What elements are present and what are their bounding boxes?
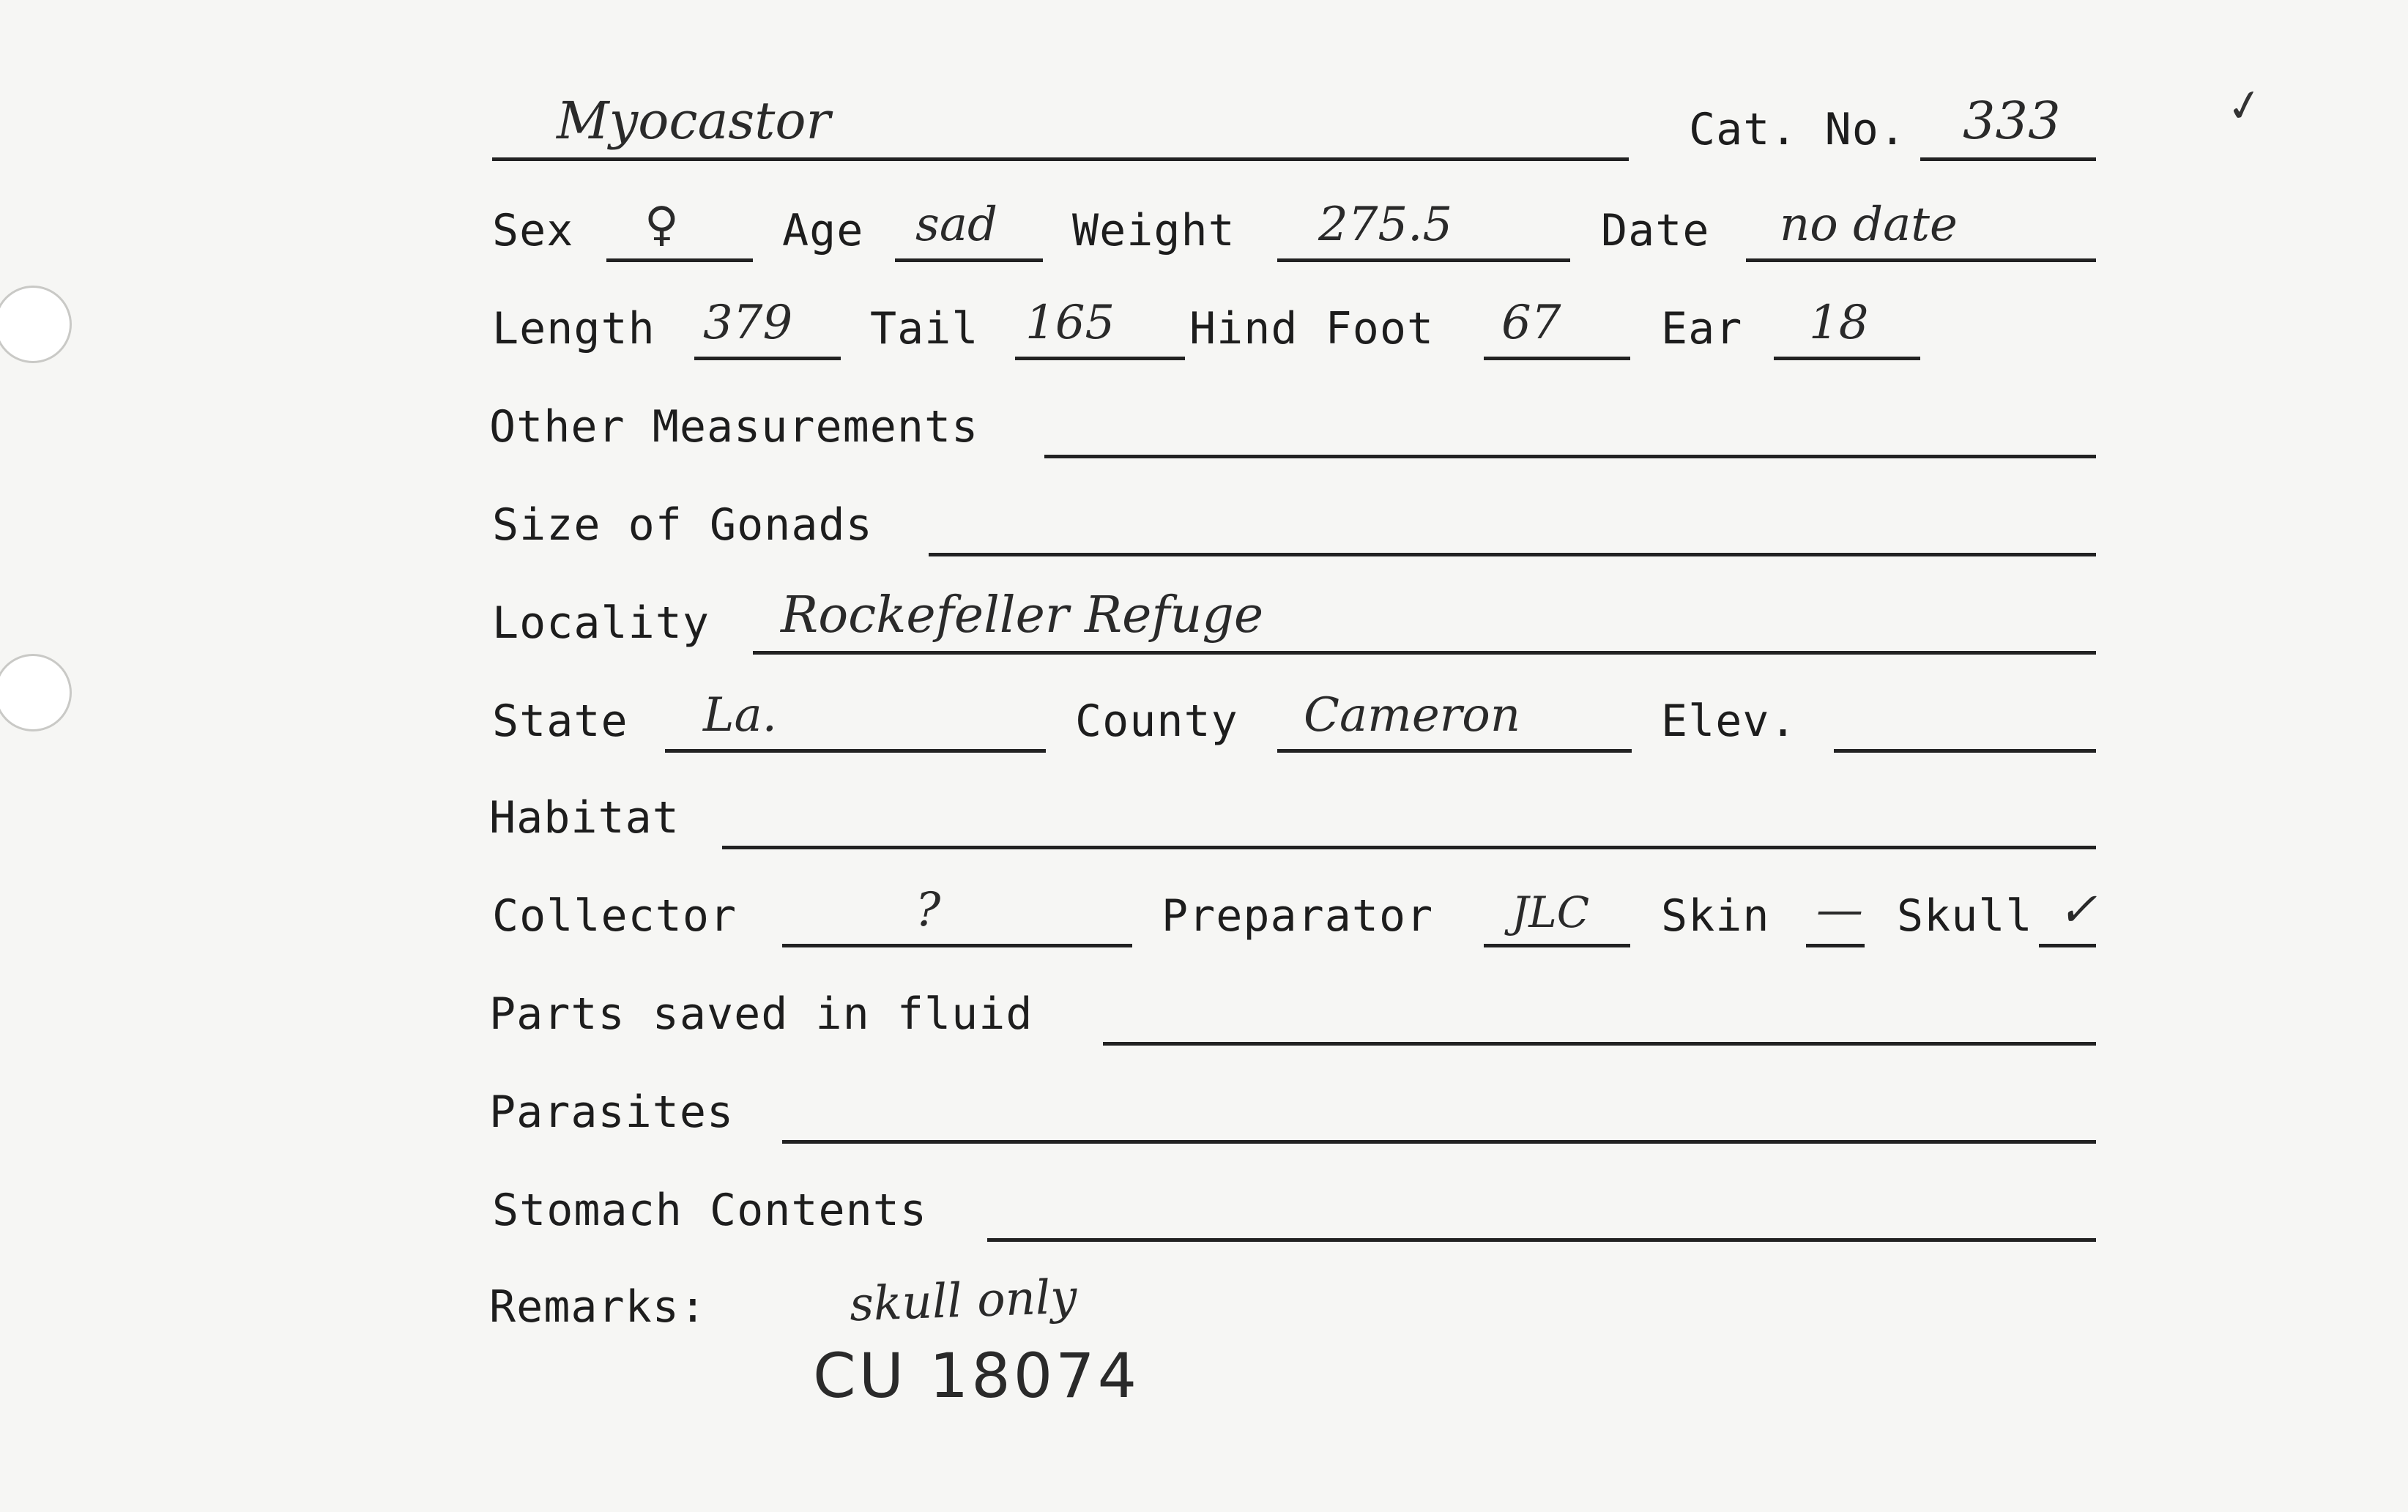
- species-line: [492, 157, 1629, 161]
- date-value: no date: [1780, 198, 1958, 252]
- stomach-contents-line: [987, 1238, 2096, 1242]
- size-of-gonads-label: Size of Gonads: [492, 499, 873, 551]
- row-parts-in-fluid: [0, 965, 2408, 1053]
- county-line: [1277, 749, 1632, 753]
- skull-line: [2039, 944, 2096, 947]
- skull-label: Skull: [1897, 890, 2033, 942]
- row-sex-age-weight-date: [0, 182, 2408, 269]
- county-value: Cameron: [1304, 688, 1521, 742]
- locality-label: Locality: [492, 597, 710, 649]
- length-line: [694, 357, 841, 360]
- age-value: sad: [915, 198, 997, 252]
- date-line: [1746, 258, 2096, 262]
- habitat-label: Habitat: [489, 792, 680, 843]
- ear-value: 18: [1809, 296, 1869, 350]
- row-other-measurements: [0, 378, 2408, 466]
- age-label: Age: [782, 205, 864, 256]
- weight-label: Weight: [1072, 205, 1235, 256]
- other-measurements-label: Other Measurements: [489, 401, 979, 453]
- length-label: Length: [492, 303, 655, 354]
- sex-value: ♀: [644, 198, 679, 252]
- elev-label: Elev.: [1661, 696, 1797, 747]
- skin-line: [1806, 944, 1865, 947]
- parasites-label: Parasites: [489, 1087, 735, 1138]
- other-measurements-line: [1044, 455, 2096, 458]
- species-value: Myocastor: [557, 91, 830, 151]
- weight-value: 275.5: [1318, 198, 1453, 252]
- cat-no-line: [1920, 157, 2096, 161]
- ear-line: [1774, 357, 1920, 360]
- row-remarks: [0, 1258, 2408, 1346]
- remarks-value: skull only: [848, 1270, 1078, 1333]
- row-parasites: [0, 1063, 2408, 1151]
- parasites-line: [782, 1140, 2096, 1144]
- row-locality: [0, 574, 2408, 662]
- age-line: [895, 258, 1043, 262]
- skin-label: Skin: [1661, 890, 1770, 942]
- cat-no-label: Cat. No.: [1689, 104, 1906, 155]
- state-value: La.: [703, 688, 777, 742]
- cat-no-value: 333: [1963, 91, 2061, 151]
- size-of-gonads-line: [929, 553, 2096, 556]
- sex-label: Sex: [492, 205, 574, 256]
- collector-line: [782, 944, 1132, 947]
- length-value: 379: [703, 296, 793, 350]
- parts-in-fluid-label: Parts saved in fluid: [489, 988, 1033, 1040]
- row-size-of-gonads: [0, 476, 2408, 564]
- hind-foot-label: Hind Foot: [1189, 303, 1435, 354]
- row-species: [0, 81, 2408, 168]
- skin-value: —: [1816, 883, 1863, 937]
- preparator-line: [1484, 944, 1630, 947]
- elev-line: [1834, 749, 2096, 753]
- habitat-line: [722, 846, 2096, 849]
- row-habitat: [0, 769, 2408, 857]
- locality-value: Rockefeller Refuge: [781, 586, 1264, 644]
- weight-line: [1277, 258, 1570, 262]
- hind-foot-value: 67: [1501, 296, 1561, 350]
- tail-line: [1015, 357, 1185, 360]
- parts-in-fluid-line: [1103, 1042, 2096, 1046]
- preparator-value: JLC: [1512, 887, 1590, 937]
- row-length-tail-foot-ear: [0, 280, 2408, 368]
- state-line: [665, 749, 1046, 753]
- skull-value: ✓: [2058, 883, 2097, 937]
- remarks-catalog-number: CU 18074: [813, 1340, 1140, 1412]
- collector-label: Collector: [492, 890, 737, 942]
- row-collector-preparator: [0, 867, 2408, 955]
- locality-line: [753, 651, 2096, 655]
- check-mark-icon: ✓: [2222, 78, 2267, 135]
- state-label: State: [492, 696, 628, 747]
- stomach-contents-label: Stomach Contents: [492, 1185, 927, 1236]
- tail-value: 165: [1025, 296, 1115, 350]
- hind-foot-line: [1484, 357, 1630, 360]
- sex-line: [606, 258, 753, 262]
- row-state-county-elev: [0, 672, 2408, 760]
- preparator-label: Preparator: [1162, 890, 1434, 942]
- county-label: County: [1075, 696, 1238, 747]
- collector-value: ?: [915, 883, 941, 937]
- date-label: Date: [1601, 205, 1710, 256]
- tail-label: Tail: [870, 303, 979, 354]
- row-stomach-contents: [0, 1161, 2408, 1249]
- remarks-label: Remarks:: [489, 1281, 707, 1333]
- ear-label: Ear: [1661, 303, 1743, 354]
